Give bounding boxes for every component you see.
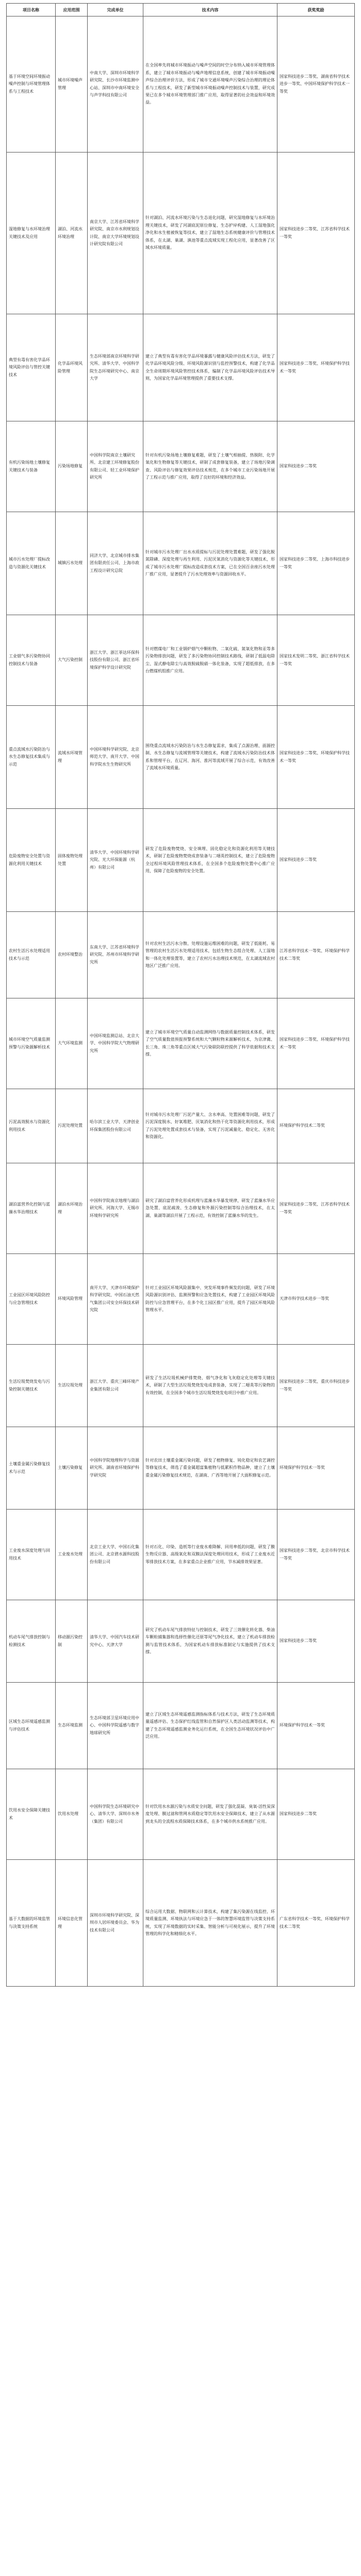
cell-unit: 中国环境科学研究院、北京师范大学、南开大学、中国科学院水生生物研究所	[88, 706, 143, 809]
cell-project-name: 土壤重金属污染修复技术与示范	[7, 1427, 56, 1510]
cell-project-name: 工业废水深度处理与回用技术	[7, 1510, 56, 1600]
cell-scope: 城市环境噪声管理	[56, 16, 88, 152]
cell-scope: 固体废物处理处置	[56, 809, 88, 912]
cell-award: 国家科技进步二等奖、上海市科技进步一等奖	[277, 512, 355, 615]
cell-unit: 中国科学院南京地理与湖泊研究所、河海大学、无锡市环境科学研究所	[88, 1163, 143, 1254]
cell-award: 江苏省科学技术一等奖、环境保护科学技术二等奖	[277, 912, 355, 998]
cell-scope: 化学品环境风险管理	[56, 314, 88, 421]
cell-content: 综合运用大数据、物联网和云计算技术，构建了集污染源在线监控、环境质量监测、环境执法与环境应急于一体的智慧环境监管与决策支持系统，实现了环境数据的实时采集、智能分析与可视化展示，提升了环境管理的科学化和精细化水平。	[143, 1860, 277, 1987]
cell-scope: 农村环境整治	[56, 912, 88, 998]
cell-scope: 大气环境监测	[56, 998, 88, 1089]
cell-unit: 中国科学院地理科学与资源研究所、湖南省环境保护科学研究院	[88, 1427, 143, 1510]
cell-scope: 湖泊、河流水环境治理	[56, 152, 88, 314]
cell-project-name: 城市环境空气质量监测预警与污染源解析技术	[7, 998, 56, 1089]
cell-project-name: 基于大数据的环境监管与决策支持系统	[7, 1860, 56, 1987]
cell-project-name: 农村生活污水处理适用技术与示范	[7, 912, 56, 998]
cell-unit: 南开大学、天津市环境保护科学研究院、中国石油天然气集团公司安全环保技术研究院	[88, 1254, 143, 1345]
cell-award: 广东省科学技术一等奖、环境保护科学技术二等奖	[277, 1860, 355, 1987]
table-row	[7, 1600, 355, 1683]
table-row	[7, 1089, 355, 1163]
cell-award: 国家科技进步二等奖、环境保护科学技术一等奖	[277, 998, 355, 1089]
awards-table	[6, 3, 355, 1987]
cell-unit: 中南大学、深圳市环境科学研究院、长沙市环境监测中心站、深圳市中南环境安全与声学科技有限公司	[88, 16, 143, 152]
table-row	[7, 1345, 355, 1427]
cell-award: 国家科技进步二等奖、北京市科学技术一等奖	[277, 1510, 355, 1600]
cell-project-name: 区域生态环境遥感监测与评估技术	[7, 1683, 56, 1769]
cell-scope: 移动源污染控制	[56, 1600, 88, 1683]
cell-project-name: 污泥高效脱水与资源化利用技术	[7, 1089, 56, 1163]
column-header-award: 获奖奖励	[277, 4, 355, 16]
cell-award: 国家科技进步二等奖、江苏省科学技术一等奖	[277, 152, 355, 314]
cell-award: 国家科技进步二等奖、重庆市科技进步一等奖	[277, 1345, 355, 1427]
cell-unit: 中国科学院生态环境研究中心、清华大学、深圳市水务（集团）有限公司	[88, 1769, 143, 1860]
cell-unit: 东南大学、江苏省环境科学研究院、苏州市环境科学研究所	[88, 912, 143, 998]
cell-project-name: 生活垃圾焚烧发电与污染控制关键技术	[7, 1345, 56, 1427]
cell-content: 针对湖泊、河流水环境污染与生态退化问题，研究湿地修复与水环境治理关键技术，研发了河湖底泥原位修复、生态护岸构建、人工湿地强化净化和水生植被恢复等技术，建立了湿地生态系统健康评价与管理技术体系，在太湖、巢湖、滇池等重点流域实现工程化应用，显著改善了区域水环境质量。	[143, 152, 277, 314]
cell-content: 研究了湖泊富营养化形成机理与蓝藻水华暴发规律，研发了蓝藻水华应急处置、底泥疏浚、生态修复和外源污染控制等综合治理技术，在太湖、巢湖等湖泊开展了工程示范，有效控制了蓝藻水华的发生。	[143, 1163, 277, 1254]
cell-project-name: 饮用水安全保障关键技术	[7, 1769, 56, 1860]
cell-scope: 环境风险管理	[56, 1254, 88, 1345]
cell-content: 研究了机动车尾气排放特征与控制技术，研发了三效催化转化器、柴油车颗粒捕集器和选择性催化还原等尾气净化技术，建立了机动车排放检测与监管技术体系，为国家机动车排放标准制定与实施提供了技术支撑。	[143, 1600, 277, 1683]
cell-project-name: 重点流域水污染防治与水生态修复技术集成与示范	[7, 706, 56, 809]
cell-content: 针对农村生活污水分散、处理设施运维困难的问题，研发了低能耗、易管理的农村生活污水处理适用技术，包括生物生态组合处理、人工湿地和一体化处理装置等，建立了农村污水治理技术规范，在太湖流域农村地区广泛推广应用。	[143, 912, 277, 998]
cell-content: 建立了区域生态环境遥感监测指标体系与技术方法，研发了生态环境质量遥感评估、生态保护红线监管和自然保护区人类活动监测等技术，构建了生态环境遥感监测业务化运行系统，在全国生态环境状况评估中广泛应用。	[143, 1683, 277, 1769]
cell-scope: 城镇污水处理	[56, 512, 88, 615]
table-row	[7, 998, 355, 1089]
table-row	[7, 912, 355, 998]
cell-content: 建立了城市环境空气质量自动监测网络与数据质量控制技术体系，研发了空气质量数值预报预警系统和大气颗粒物来源解析技术，为京津冀、长三角、珠三角等重点区域大气污染联防联控提供了科学依据和技术支撑。	[143, 998, 277, 1089]
table-row	[7, 421, 355, 512]
cell-award: 国家科技进步二等奖	[277, 809, 355, 912]
cell-award: 国家科技进步二等奖	[277, 421, 355, 512]
cell-scope: 湖泊水环境治理	[56, 1163, 88, 1254]
cell-unit: 生态环境部南京环境科学研究所、清华大学、中国科学院生态环境研究中心、南京大学	[88, 314, 143, 421]
table-row	[7, 809, 355, 912]
cell-project-name: 湖泊富营养化控制与蓝藻水华治理技术	[7, 1163, 56, 1254]
cell-award: 国家科技进步二等奖	[277, 1769, 355, 1860]
cell-content: 针对农田土壤重金属污染问题，研发了植物修复、钝化稳定和农艺调控等修复技术，筛选了重金属超富集植物与低累积作物品种，建立了土壤重金属污染修复技术规范，在湖南、广西等地开展了大面积修复示范。	[143, 1427, 277, 1510]
cell-unit: 清华大学、中国汽车技术研究中心、天津大学	[88, 1600, 143, 1683]
table-row	[7, 1860, 355, 1987]
table-row	[7, 152, 355, 314]
table-row	[7, 706, 355, 809]
table-row	[7, 1163, 355, 1254]
cell-unit: 浙江大学、浙江菲达环保科技股份有限公司、浙江省环境保护科学设计研究院	[88, 615, 143, 706]
column-header-content: 技术内容	[143, 4, 277, 16]
cell-content: 在全国率先将城市环境振动与噪声空间的时空分布纳入城市环境管理体系，建立了城市环境振动与噪声地理信息系统，创建了城市环境振动噪声综合治理评价方法，形成了城市交通环境噪声污染综合治理的理论体系与工程技术，研发了新型城市环境振动噪声控制技术与装置，研究成果已在多个城市环境管理部门推广应用，取得显著的社会效益和环境效益。	[143, 16, 277, 152]
cell-scope: 工业废水处理	[56, 1510, 88, 1600]
cell-content: 研发了生活垃圾机械炉排焚烧、烟气净化和飞灰稳定化处理等关键技术，研制了大型生活垃圾焚烧发电成套装备，实现了二噁英等污染物的有效控制，在全国多个城市生活垃圾焚烧发电项目中推广应用。	[143, 1345, 277, 1427]
table-row	[7, 1769, 355, 1860]
cell-project-name: 工业烟气多污染物协同控制技术与装备	[7, 615, 56, 706]
cell-award: 环境保护科学技术一等奖	[277, 1427, 355, 1510]
cell-unit: 生态环境部卫星环境应用中心、中国科学院遥感与数字地球研究所	[88, 1683, 143, 1769]
table-row	[7, 1427, 355, 1510]
table-row	[7, 512, 355, 615]
table-row	[7, 1254, 355, 1345]
cell-award: 环境保护科学技术二等奖	[277, 1089, 355, 1163]
cell-award: 国家科技进步二等奖、环境保护科学技术一等奖	[277, 706, 355, 809]
cell-project-name: 湿地修复与水环境治理关键技术及应用	[7, 152, 56, 314]
cell-project-name: 有机污染场地土壤修复关键技术与装备	[7, 421, 56, 512]
cell-unit: 哈尔滨工业大学、天津创业环保集团股份有限公司	[88, 1089, 143, 1163]
cell-award: 国家科技进步二等奖、环境保护科学技术一等奖	[277, 314, 355, 421]
table-row	[7, 1510, 355, 1600]
table-row	[7, 16, 355, 152]
cell-scope: 土壤污染修复	[56, 1427, 88, 1510]
cell-award: 国家科技进步二等奖	[277, 1600, 355, 1683]
cell-unit: 中国科学院南京土壤研究所、北京建工环境修复股份有限公司、轻工业环境保护研究所	[88, 421, 143, 512]
table-row	[7, 314, 355, 421]
cell-unit: 中国环境监测总站、北京大学、中国科学院大气物理研究所	[88, 998, 143, 1089]
cell-content: 针对城市污水处理厂出水水质提标与污泥处理处置难题，研发了强化脱氮除磷、深度处理与再生利用、污泥厌氧消化与资源化等关键技术，形成了城市污水处理厂提标改造成套技术方案，已在全国百余座污水处理厂推广应用，显著提升了污水处理效率与资源回收水平。	[143, 512, 277, 615]
cell-content: 围绕重点流域水污染防治与水生态修复需求，集成了点源治理、面源控制、水生态修复与流域管理等关键技术，构建了流域水污染防治技术体系和管理平台，在辽河、海河、淮河等流域开展了综合示范，有效改善了流域水环境质量。	[143, 706, 277, 809]
cell-content: 建立了典型有毒有害化学品环境暴露与健康风险评估技术方法，研发了化学品环境风险分级、环境风险源识别与监控预警技术，构建了化学品全生命周期环境风险管控技术体系，编制了化学品环境风险评估技术导则，为国家化学品环境管理提供了重要技术支撑。	[143, 314, 277, 421]
cell-unit: 深圳市环境科学研究院、深圳市人居环境委员会、华为技术有限公司	[88, 1860, 143, 1987]
cell-award: 国家科技进步二等奖、江苏省科学技术一等奖	[277, 1163, 355, 1254]
cell-scope: 生活垃圾处理	[56, 1345, 88, 1427]
cell-project-name: 基于环境空间环境振动噪声控制与环境管理体系与工程技术	[7, 16, 56, 152]
cell-unit: 浙江大学、重庆三峰环境产业集团有限公司	[88, 1345, 143, 1427]
cell-award: 国家科技进步二等奖、湖南省科学技术进步一等奖、中国环境保护科学技术一等奖	[277, 16, 355, 152]
cell-award: 环境保护科学技术一等奖	[277, 1683, 355, 1769]
cell-project-name: 危险废物安全处置与资源化利用关键技术	[7, 809, 56, 912]
cell-unit: 清华大学、中国环境科学研究院、光大环保能源（杭州）有限公司	[88, 809, 143, 912]
table-header-row	[7, 4, 355, 16]
cell-unit: 北京工业大学、中国石化集团公司、北京碧水源科技股份有限公司	[88, 1510, 143, 1600]
cell-content: 针对燃煤电厂和工业锅炉烟气中颗粒物、二氧化硫、氮氧化物和汞等多污染物排放问题，研发了多污染物协同控制技术路线，研制了低温电除尘、湿式静电除尘与高效脱硫脱硝一体化装备，实现了超低排放，在多台燃煤机组推广应用。	[143, 615, 277, 706]
column-header-scope: 应用范围	[56, 4, 88, 16]
cell-scope: 污泥处理处置	[56, 1089, 88, 1163]
cell-unit: 南京大学、江苏省环境科学研究院、南京市水利规划设计院、南京大学环境规划设计研究院有限公司	[88, 152, 143, 314]
cell-project-name: 城市污水处理厂提标改造与资源化关键技术	[7, 512, 56, 615]
cell-content: 针对工业园区环境风险源集中、突发环境事件频发的问题，研发了环境风险源识别评估、监测预警和应急处置技术，构建了工业园区环境风险防控与应急管理平台，在多个化工园区推广应用，提升了园区环境风险管理水平。	[143, 1254, 277, 1345]
cell-award: 国家技术发明二等奖、浙江省科学技术一等奖	[277, 615, 355, 706]
cell-content: 针对石化、印染、造纸等行业废水难降解、回用率低的问题，研发了膜生物反应器、高级氧化和双膜法深度处理回用技术，形成了工业废水近零排放技术方案，在多家重点企业推广应用，节水减排效果显著。	[143, 1510, 277, 1600]
cell-scope: 流域水环境管理	[56, 706, 88, 809]
column-header-unit: 完成单位	[88, 4, 143, 16]
cell-scope: 大气污染控制	[56, 615, 88, 706]
cell-scope: 饮用水处理	[56, 1769, 88, 1860]
table-row	[7, 1683, 355, 1769]
cell-project-name: 典型有毒有害化学品环境风险评估与管控关键技术	[7, 314, 56, 421]
cell-content: 研发了危险废物焚烧、安全填埋、固化稳定化和资源化利用等关键技术，研制了危险废物焚烧成套装备与二噁英控制技术，建立了危险废物全过程环境风险管理技术体系，在全国多个危险废物处置中心推广应用，保障了危险废物的安全处置。	[143, 809, 277, 912]
table-row	[7, 615, 355, 706]
cell-scope: 生态环境监测	[56, 1683, 88, 1769]
cell-unit: 同济大学、北京城市排水集团有限责任公司、上海市政工程设计研究总院	[88, 512, 143, 615]
cell-project-name: 机动车尾气排放控制与检测技术	[7, 1600, 56, 1683]
cell-scope: 环境信息化管理	[56, 1860, 88, 1987]
cell-content: 针对有机污染场地土壤修复难题，研发了土壤气相抽提、热脱附、化学氧化和生物修复等关键技术，研制了成套修复装备，建立了场地污染调查、风险评估与修复效果评估技术规范，在多个城市工业污染场地开展了工程示范与推广应用，取得了良好的环境和经济效益。	[143, 421, 277, 512]
cell-scope: 污染场地修复	[56, 421, 88, 512]
column-header-project-name: 项目名称	[7, 4, 56, 16]
cell-content: 针对城市污水处理厂污泥产量大、含水率高、处置困难等问题，研发了污泥深度脱水、好氧堆肥、厌氧消化和热干化等资源化利用技术，形成了污泥处理处置成套技术与装备，实现了污泥减量化、稳定化、无害化和资源化。	[143, 1089, 277, 1163]
cell-content: 针对饮用水水源污染与水质安全问题，研发了强化混凝、臭氧-活性炭深度处理、膜过滤和管网水质稳定等饮用水安全保障技术，建立了从水源到龙头的全流程水质保障技术体系，在多个城市供水系统推广应用。	[143, 1769, 277, 1860]
cell-award: 天津市科学技术进步一等奖	[277, 1254, 355, 1345]
table-body	[7, 16, 355, 1987]
cell-project-name: 工业园区环境风险防控与应急管理技术	[7, 1254, 56, 1345]
